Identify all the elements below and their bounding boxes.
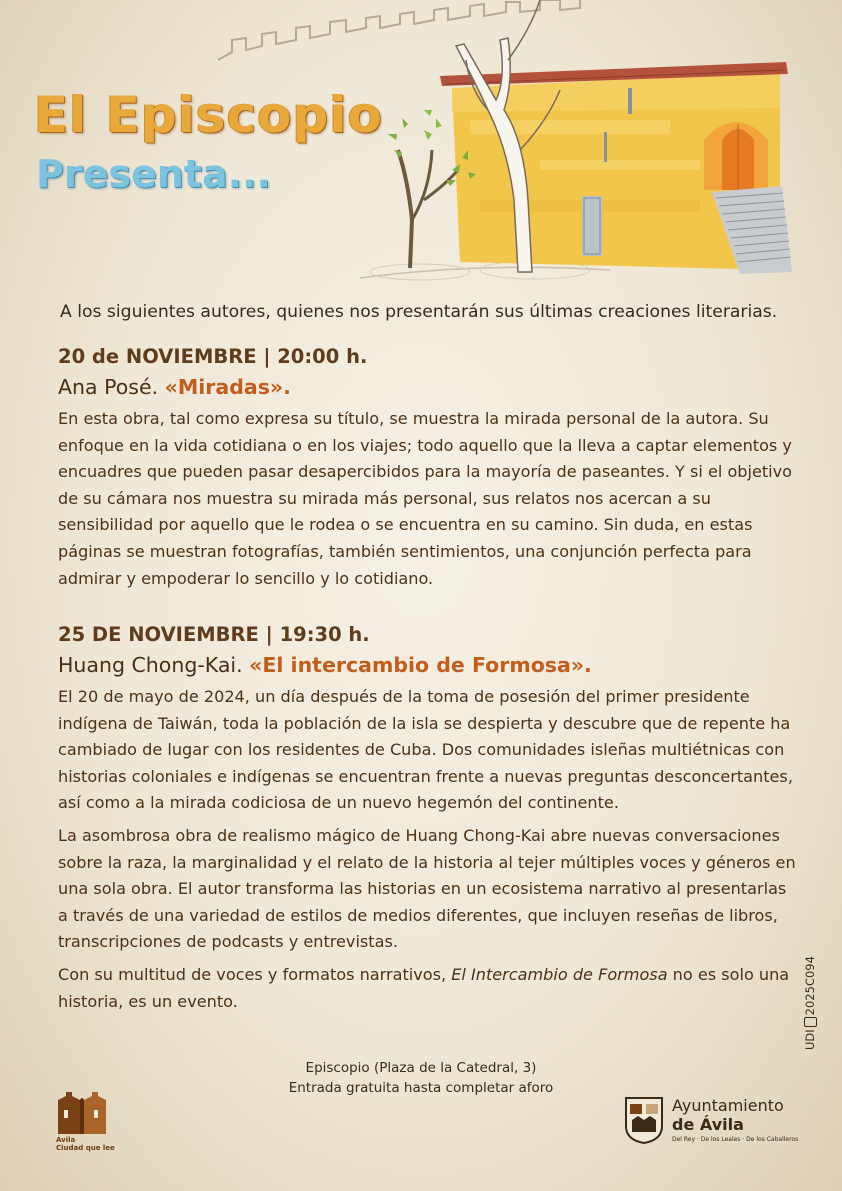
building-illustration [0, 0, 842, 300]
event-huang-chong-kai [58, 620, 798, 1021]
book-castle-icon [56, 1090, 108, 1136]
event-closing [58, 962, 798, 1015]
logo-left-caption-2: Ciudad que lee [56, 1144, 115, 1152]
event-headline [58, 372, 798, 402]
event-description: En esta obra, tal como expresa su título, se muestra la mirada personal de la autora. Su enfoque en la vida cotidiana o en los viajes; todo aquello que la lleva a captar elementos y encuadres que pueden pasar desapercibidos para la mayoría de paseantes. Y si el objetivo de su cámara nos muestra su mirada más personal, sus relatos nos acercan a su sensibilidad por aquello que le rodea o se encuentra en su camino. Sin duda, en estas páginas se muestran fotografías, también sentimientos, una conjunción perfecta para admirar y empoderar lo sencillo y lo cotidiano. [58, 409, 793, 588]
code-box-icon [804, 1017, 817, 1027]
book-title: «Miradas». [164, 375, 291, 399]
intro-text: A los siguientes autores, quienes nos presentarán sus últimas creaciones literarias. [60, 302, 778, 322]
brand-subtitle: Presenta... [36, 152, 271, 196]
logo-left-caption-1: Ávila [56, 1136, 76, 1144]
code-number: 2025C094 [803, 956, 817, 1016]
logo-right-name-1: Ayuntamiento [672, 1096, 784, 1115]
closing-before: Con su multitud de voces y formatos narrativos, [58, 964, 452, 984]
brand-title: El Episcopio [34, 86, 383, 144]
event-date: 25 DE NOVIEMBRE | 19:30 h. [58, 623, 370, 646]
event-date: 20 de NOVIEMBRE | 20:00 h. [58, 345, 368, 368]
avila-ciudad-que-lee-logo [56, 1090, 116, 1150]
author-name: Ana Posé. [58, 375, 159, 399]
logo-right-motto: Del Rey · De los Leales · De los Caballeros [672, 1136, 799, 1143]
book-title: «El intercambio de Formosa». [249, 653, 592, 677]
venue-entry: Entrada gratuita hasta completar aforo [288, 1080, 554, 1096]
closing-after: no es solo una historia, es un evento. [58, 964, 790, 1011]
event-headline [58, 650, 798, 680]
author-name: Huang Chong-Kai. [58, 653, 243, 677]
city-wall [218, 0, 580, 60]
logo-right-name-2: de Ávila [672, 1115, 744, 1134]
event-description-2: La asombrosa obra de realismo mágico de Huang Chong-Kai abre nuevas conversaciones sobre la raza, la marginalidad y el relato de la historia al tejer múltiples voces y géneros en una sola obra. El autor transforma las historias en un ecosistema narrativo al presentarlas a través de una variedad de estilos de medios diferentes, que incluyen reseñas de libros, transcripciones de podcasts y entrevistas. [58, 825, 796, 952]
event-ana-pose [58, 342, 798, 598]
code-prefix: UDI [803, 1029, 817, 1050]
ayuntamiento-avila-logo [624, 1096, 824, 1148]
closing-book-italic: El Intercambio de Formosa [451, 964, 668, 984]
venue-info [0, 1058, 842, 1098]
venue-place: Episcopio (Plaza de la Catedral, 3) [305, 1060, 537, 1076]
document-code [803, 956, 817, 1050]
coat-of-arms-icon [624, 1096, 664, 1144]
event-description: El 20 de mayo de 2024, un día después de la toma de posesión del primer presidente indígena de Taiwán, toda la población de la isla se despierta y descubre que de repente ha cambiado de lugar con los residentes de Cuba. Dos comunidades isleñas multiétnicas con historias coloniales e indígenas se encuentran frente a nuevas preguntas desconcertantes, así como a la mirada codiciosa de un nuevo hegemón del continente. [58, 687, 793, 813]
